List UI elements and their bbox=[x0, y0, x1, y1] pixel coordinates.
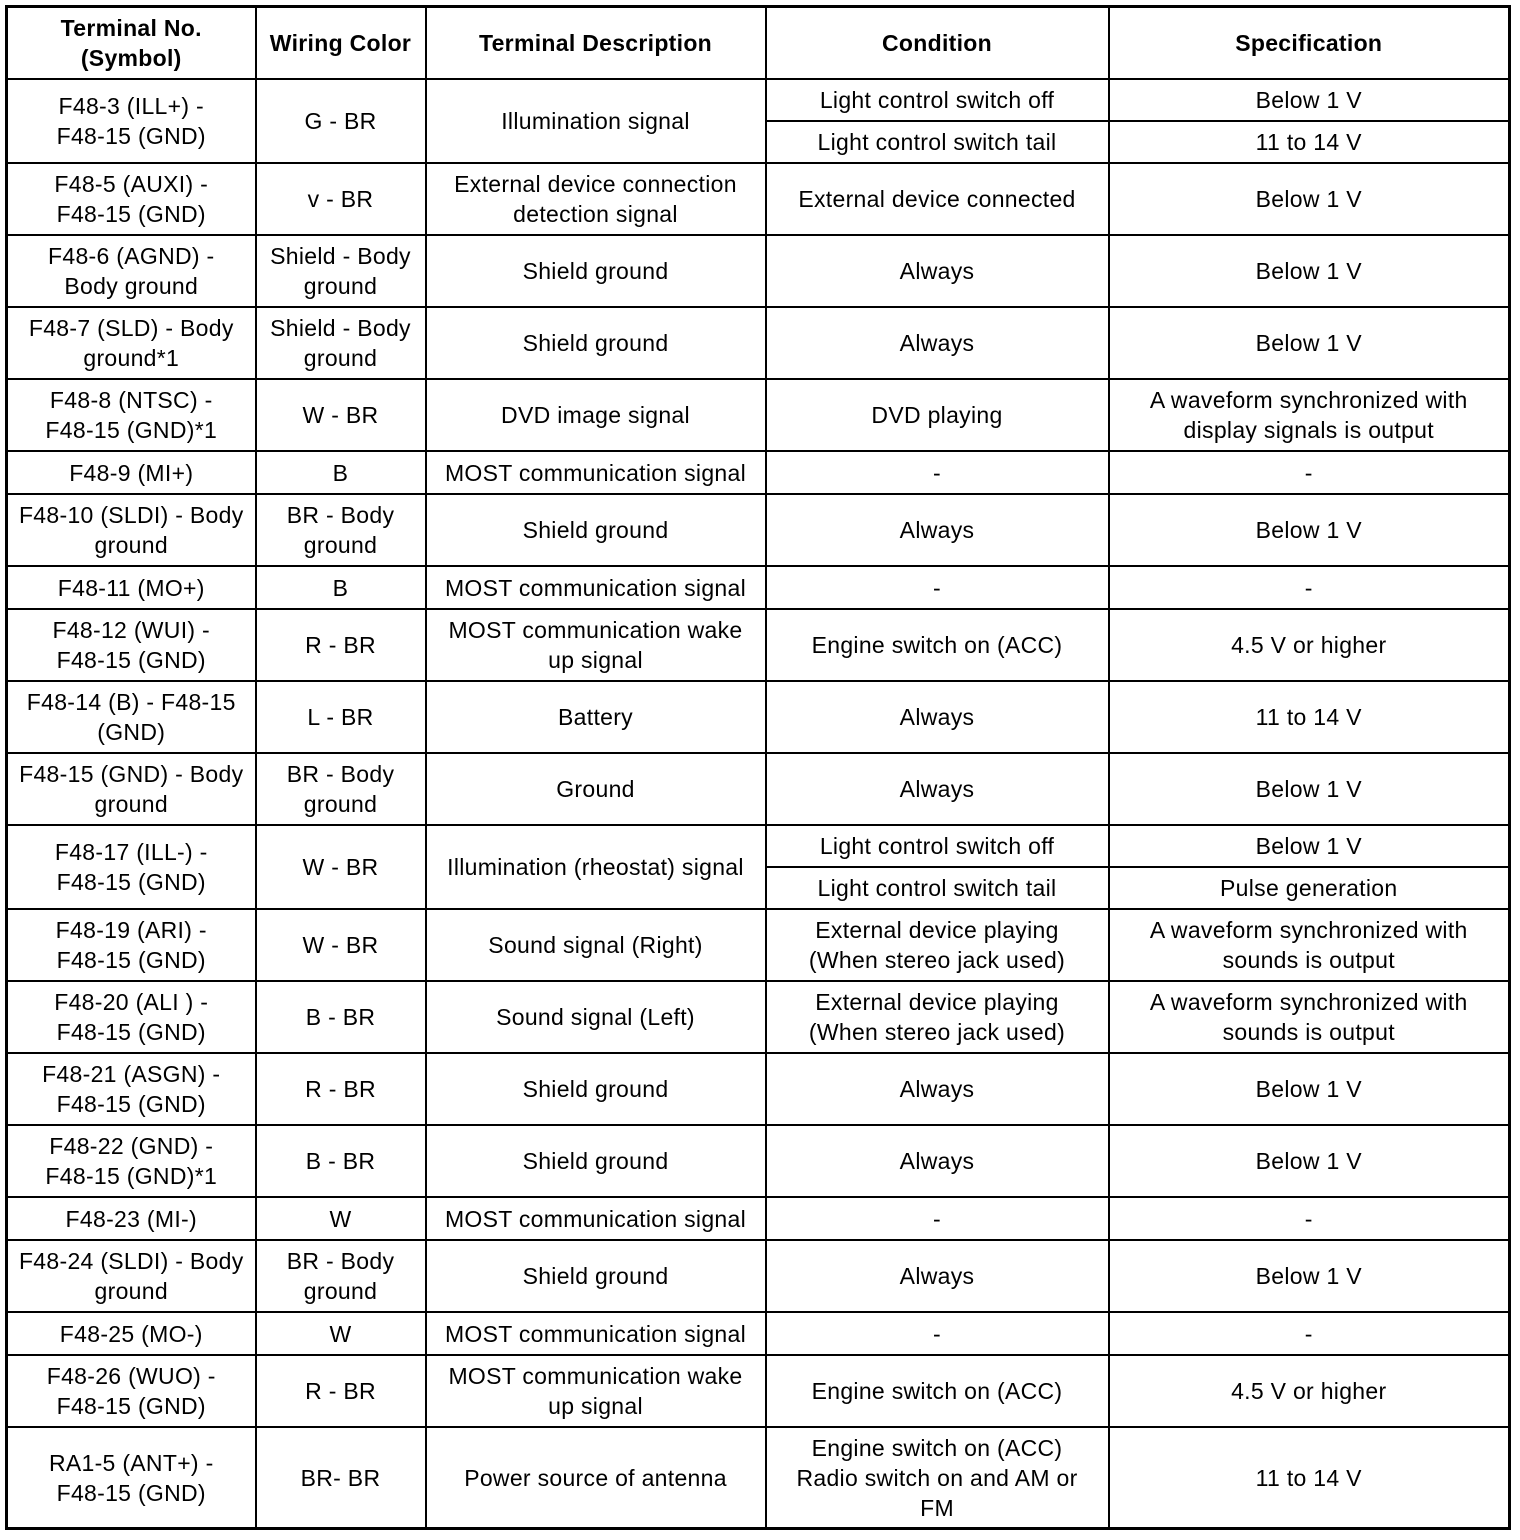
header-specification: Specification bbox=[1109, 7, 1510, 80]
terminal-cell: F48-12 (WUI) - F48-15 (GND) bbox=[7, 609, 256, 681]
condition-cell: Light control switch tail bbox=[766, 867, 1109, 909]
specification-cell: Below 1 V bbox=[1109, 1240, 1510, 1312]
description-cell: Battery bbox=[426, 681, 766, 753]
terminal-cell: F48-9 (MI+) bbox=[7, 451, 256, 494]
table-row bbox=[7, 753, 1510, 825]
specification-cell: 11 to 14 V bbox=[1109, 681, 1510, 753]
header-condition: Condition bbox=[766, 7, 1109, 80]
condition-cell: - bbox=[766, 566, 1109, 609]
description-cell: Shield ground bbox=[426, 1125, 766, 1197]
condition-cell: Always bbox=[766, 681, 1109, 753]
specification-cell: A waveform synchronized with sounds is output bbox=[1109, 909, 1510, 981]
specification-cell: - bbox=[1109, 1312, 1510, 1355]
table-row bbox=[7, 981, 1510, 1053]
condition-cell: Always bbox=[766, 753, 1109, 825]
condition-cell: Light control switch off bbox=[766, 825, 1109, 867]
terminal-cell: F48-26 (WUO) - F48-15 (GND) bbox=[7, 1355, 256, 1427]
header-terminal-description: Terminal Description bbox=[426, 7, 766, 80]
terminal-cell: F48-24 (SLDI) - Body ground bbox=[7, 1240, 256, 1312]
wiring-color-cell: v - BR bbox=[256, 163, 426, 235]
specification-cell: Below 1 V bbox=[1109, 494, 1510, 566]
description-cell: Illumination (rheostat) signal bbox=[426, 825, 766, 909]
specification-cell: A waveform synchronized with display signals is output bbox=[1109, 379, 1510, 451]
description-cell: Sound signal (Left) bbox=[426, 981, 766, 1053]
condition-cell: External device playing (When stereo jack used) bbox=[766, 909, 1109, 981]
terminal-cell: F48-19 (ARI) - F48-15 (GND) bbox=[7, 909, 256, 981]
table-row bbox=[7, 451, 1510, 494]
table-row bbox=[7, 609, 1510, 681]
terminal-cell: F48-17 (ILL-) - F48-15 (GND) bbox=[7, 825, 256, 909]
specification-cell: 4.5 V or higher bbox=[1109, 1355, 1510, 1427]
specification-cell: Pulse generation bbox=[1109, 867, 1510, 909]
specification-cell: 11 to 14 V bbox=[1109, 121, 1510, 163]
table-row bbox=[7, 566, 1510, 609]
wiring-color-cell: L - BR bbox=[256, 681, 426, 753]
terminal-cell: F48-20 (ALI ) - F48-15 (GND) bbox=[7, 981, 256, 1053]
terminal-cell: F48-10 (SLDI) - Body ground bbox=[7, 494, 256, 566]
specification-cell: Below 1 V bbox=[1109, 1125, 1510, 1197]
specification-cell: Below 1 V bbox=[1109, 1053, 1510, 1125]
condition-cell: External device connected bbox=[766, 163, 1109, 235]
condition-cell: Always bbox=[766, 307, 1109, 379]
specification-cell: A waveform synchronized with sounds is output bbox=[1109, 981, 1510, 1053]
wiring-color-cell: B bbox=[256, 451, 426, 494]
terminal-cell: F48-3 (ILL+) - F48-15 (GND) bbox=[7, 79, 256, 163]
specification-cell: Below 1 V bbox=[1109, 753, 1510, 825]
condition-cell: - bbox=[766, 451, 1109, 494]
condition-cell: - bbox=[766, 1197, 1109, 1240]
specification-cell: - bbox=[1109, 451, 1510, 494]
terminal-cell: F48-14 (B) - F48-15 (GND) bbox=[7, 681, 256, 753]
terminal-cell: F48-25 (MO-) bbox=[7, 1312, 256, 1355]
terminal-cell: F48-23 (MI-) bbox=[7, 1197, 256, 1240]
specification-cell: - bbox=[1109, 566, 1510, 609]
description-cell: Sound signal (Right) bbox=[426, 909, 766, 981]
wiring-color-cell: BR - Body ground bbox=[256, 494, 426, 566]
description-cell: Shield ground bbox=[426, 1240, 766, 1312]
wiring-color-cell: BR - Body ground bbox=[256, 1240, 426, 1312]
description-cell: Shield ground bbox=[426, 307, 766, 379]
description-cell: MOST communication signal bbox=[426, 1197, 766, 1240]
wiring-color-cell: W bbox=[256, 1312, 426, 1355]
specification-cell: - bbox=[1109, 1197, 1510, 1240]
table-row bbox=[7, 307, 1510, 379]
condition-cell: Always bbox=[766, 1053, 1109, 1125]
table-row bbox=[7, 1312, 1510, 1355]
header-terminal: Terminal No. (Symbol) bbox=[7, 7, 256, 80]
specification-cell: 11 to 14 V bbox=[1109, 1427, 1510, 1529]
table-row bbox=[7, 1197, 1510, 1240]
wiring-color-cell: Shield - Body ground bbox=[256, 235, 426, 307]
terminal-cell: F48-11 (MO+) bbox=[7, 566, 256, 609]
condition-cell: Always bbox=[766, 1240, 1109, 1312]
description-cell: MOST communication wake up signal bbox=[426, 1355, 766, 1427]
description-cell: External device connection detection signal bbox=[426, 163, 766, 235]
terminal-cell: F48-6 (AGND) - Body ground bbox=[7, 235, 256, 307]
table-row bbox=[7, 79, 1510, 121]
table-row bbox=[7, 1240, 1510, 1312]
header-wiring-color: Wiring Color bbox=[256, 7, 426, 80]
wiring-color-cell: R - BR bbox=[256, 609, 426, 681]
description-cell: MOST communication signal bbox=[426, 566, 766, 609]
description-cell: MOST communication signal bbox=[426, 1312, 766, 1355]
wiring-color-cell: W - BR bbox=[256, 825, 426, 909]
terminal-cell: F48-5 (AUXI) - F48-15 (GND) bbox=[7, 163, 256, 235]
condition-cell: Engine switch on (ACC) bbox=[766, 1355, 1109, 1427]
condition-cell: Light control switch off bbox=[766, 79, 1109, 121]
table-row bbox=[7, 825, 1510, 867]
table-row bbox=[7, 235, 1510, 307]
description-cell: MOST communication wake up signal bbox=[426, 609, 766, 681]
description-cell: Shield ground bbox=[426, 1053, 766, 1125]
specification-cell: Below 1 V bbox=[1109, 163, 1510, 235]
description-cell: Power source of antenna bbox=[426, 1427, 766, 1529]
terminal-cell: F48-7 (SLD) - Body ground*1 bbox=[7, 307, 256, 379]
description-cell: MOST communication signal bbox=[426, 451, 766, 494]
table-row bbox=[7, 1125, 1510, 1197]
wiring-color-cell: BR - Body ground bbox=[256, 753, 426, 825]
table-row bbox=[7, 1427, 1510, 1529]
table-row bbox=[7, 1053, 1510, 1125]
terminal-cell: F48-21 (ASGN) - F48-15 (GND) bbox=[7, 1053, 256, 1125]
condition-cell: External device playing (When stereo jack used) bbox=[766, 981, 1109, 1053]
wiring-color-cell: B bbox=[256, 566, 426, 609]
condition-cell: Always bbox=[766, 494, 1109, 566]
wiring-color-cell: R - BR bbox=[256, 1355, 426, 1427]
table-row bbox=[7, 494, 1510, 566]
description-cell: Ground bbox=[426, 753, 766, 825]
table-row bbox=[7, 1355, 1510, 1427]
specification-cell: Below 1 V bbox=[1109, 307, 1510, 379]
terminal-spec-table bbox=[5, 5, 1511, 1530]
wiring-color-cell: W - BR bbox=[256, 379, 426, 451]
table-row bbox=[7, 379, 1510, 451]
description-cell: Illumination signal bbox=[426, 79, 766, 163]
specification-cell: Below 1 V bbox=[1109, 825, 1510, 867]
wiring-color-cell: B - BR bbox=[256, 1125, 426, 1197]
table-row bbox=[7, 163, 1510, 235]
terminal-cell: F48-22 (GND) - F48-15 (GND)*1 bbox=[7, 1125, 256, 1197]
table-row bbox=[7, 909, 1510, 981]
table-row bbox=[7, 681, 1510, 753]
condition-cell: Always bbox=[766, 235, 1109, 307]
specification-cell: Below 1 V bbox=[1109, 235, 1510, 307]
wiring-color-cell: W - BR bbox=[256, 909, 426, 981]
wiring-color-cell: BR- BR bbox=[256, 1427, 426, 1529]
description-cell: Shield ground bbox=[426, 494, 766, 566]
condition-cell: DVD playing bbox=[766, 379, 1109, 451]
terminal-cell: RA1-5 (ANT+) - F48-15 (GND) bbox=[7, 1427, 256, 1529]
wiring-color-cell: B - BR bbox=[256, 981, 426, 1053]
condition-cell: - bbox=[766, 1312, 1109, 1355]
specification-cell: Below 1 V bbox=[1109, 79, 1510, 121]
condition-cell: Light control switch tail bbox=[766, 121, 1109, 163]
condition-cell: Engine switch on (ACC) Radio switch on and AM or FM bbox=[766, 1427, 1109, 1529]
description-cell: DVD image signal bbox=[426, 379, 766, 451]
description-cell: Shield ground bbox=[426, 235, 766, 307]
terminal-cell: F48-15 (GND) - Body ground bbox=[7, 753, 256, 825]
header-row bbox=[7, 7, 1510, 80]
terminal-cell: F48-8 (NTSC) - F48-15 (GND)*1 bbox=[7, 379, 256, 451]
condition-cell: Engine switch on (ACC) bbox=[766, 609, 1109, 681]
wiring-color-cell: G - BR bbox=[256, 79, 426, 163]
wiring-color-cell: W bbox=[256, 1197, 426, 1240]
condition-cell: Always bbox=[766, 1125, 1109, 1197]
wiring-color-cell: R - BR bbox=[256, 1053, 426, 1125]
specification-cell: 4.5 V or higher bbox=[1109, 609, 1510, 681]
wiring-color-cell: Shield - Body ground bbox=[256, 307, 426, 379]
